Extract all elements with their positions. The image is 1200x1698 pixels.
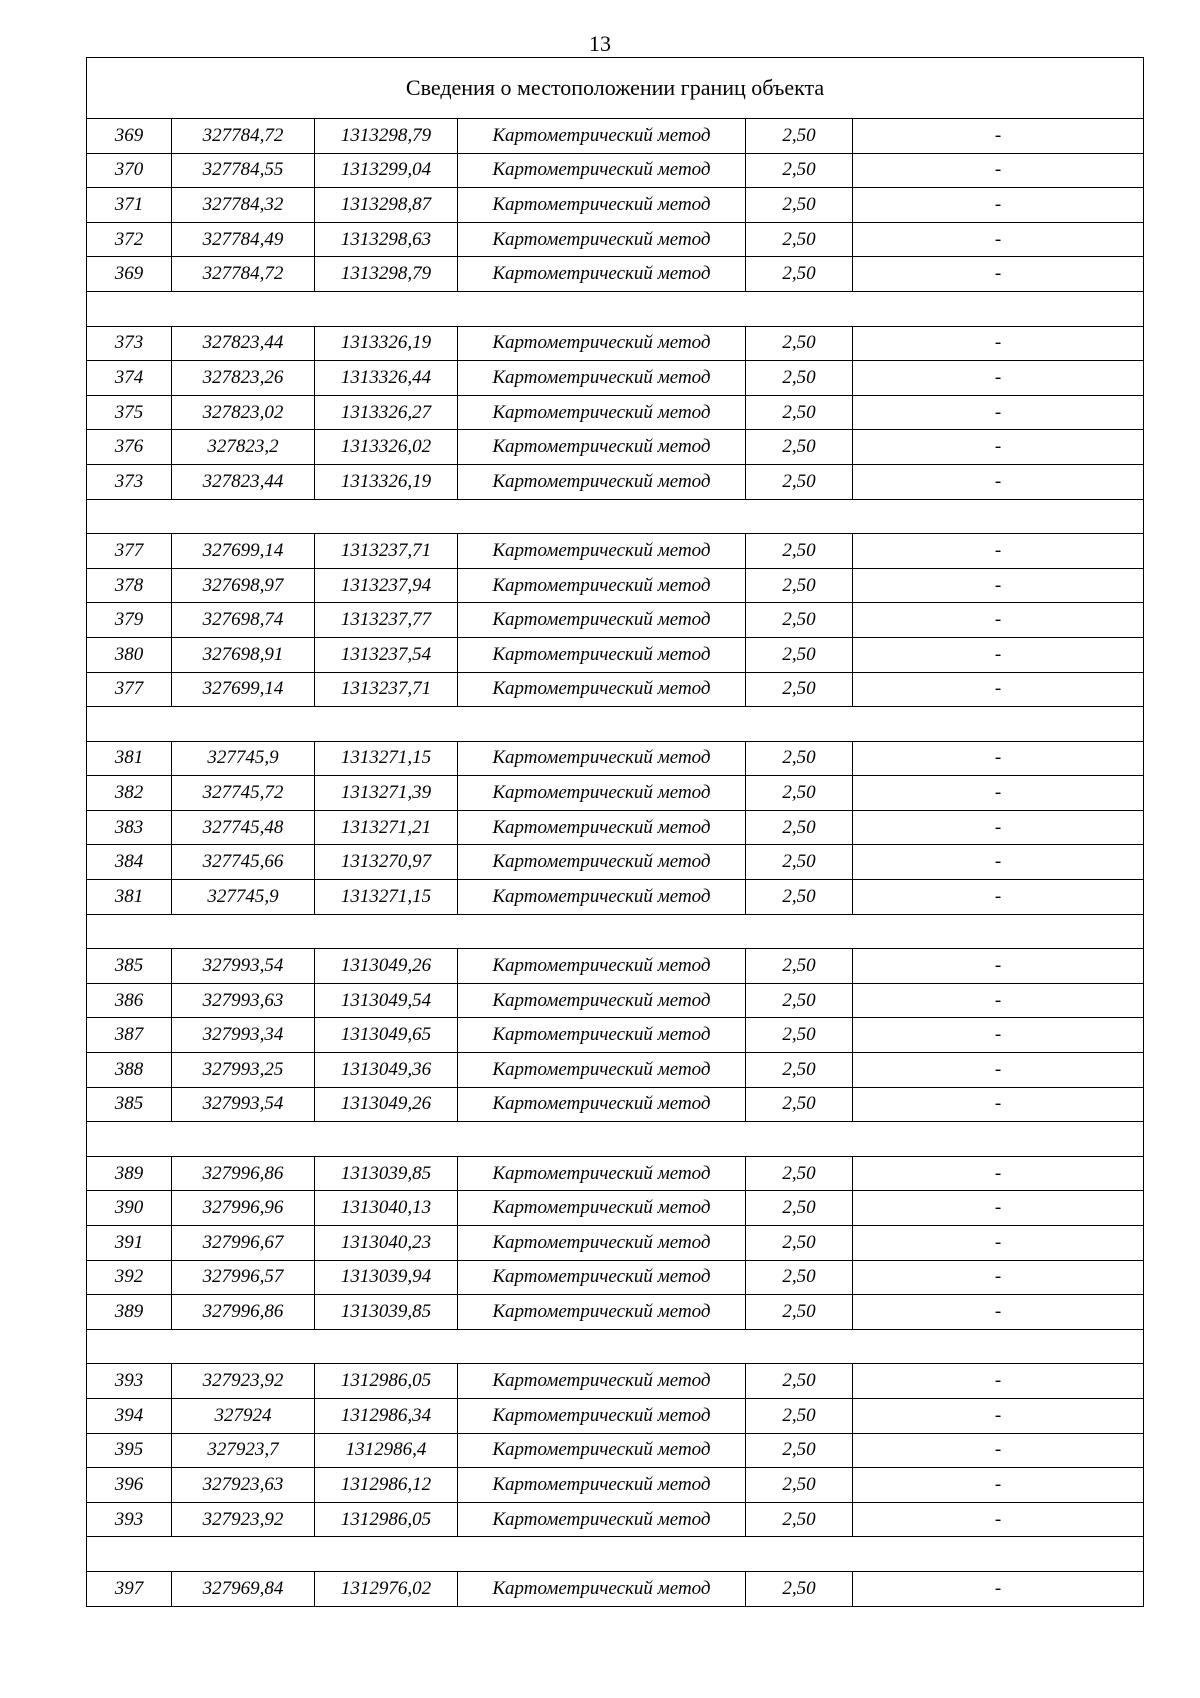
- point-number-cell: 395: [87, 1433, 172, 1468]
- table-row: [87, 395, 1144, 430]
- x-coordinate-cell: 327924: [172, 1398, 315, 1433]
- x-coordinate-cell: 327823,02: [172, 395, 315, 430]
- y-coordinate-cell: 1313298,63: [315, 222, 458, 257]
- y-coordinate-cell: 1313298,87: [315, 188, 458, 223]
- accuracy-cell: 2,50: [746, 153, 853, 188]
- table-row: [87, 1571, 1144, 1606]
- group-separator-row: [87, 1122, 1144, 1157]
- accuracy-cell: 2,50: [746, 1226, 853, 1261]
- x-coordinate-cell: 327699,14: [172, 672, 315, 707]
- point-number-cell: 372: [87, 222, 172, 257]
- accuracy-cell: 2,50: [746, 1502, 853, 1537]
- point-number-cell: 369: [87, 257, 172, 292]
- y-coordinate-cell: 1313270,97: [315, 845, 458, 880]
- method-cell: Картометрический метод: [458, 395, 746, 430]
- point-number-cell: 378: [87, 568, 172, 603]
- y-coordinate-cell: 1313326,19: [315, 464, 458, 499]
- method-cell: Картометрический метод: [458, 603, 746, 638]
- table-row: [87, 1018, 1144, 1053]
- table-heading-row: [87, 58, 1144, 119]
- table-row: [87, 430, 1144, 465]
- x-coordinate-cell: 327823,44: [172, 326, 315, 361]
- accuracy-cell: 2,50: [746, 222, 853, 257]
- accuracy-cell: 2,50: [746, 776, 853, 811]
- y-coordinate-cell: 1313049,65: [315, 1018, 458, 1053]
- method-cell: Картометрический метод: [458, 1468, 746, 1503]
- point-number-cell: 382: [87, 776, 172, 811]
- table-row: [87, 1468, 1144, 1503]
- y-coordinate-cell: 1313237,54: [315, 637, 458, 672]
- point-number-cell: 388: [87, 1053, 172, 1088]
- y-coordinate-cell: 1312986,34: [315, 1398, 458, 1433]
- method-cell: Картометрический метод: [458, 741, 746, 776]
- x-coordinate-cell: 327993,63: [172, 983, 315, 1018]
- y-coordinate-cell: 1313326,19: [315, 326, 458, 361]
- y-coordinate-cell: 1313049,26: [315, 1087, 458, 1122]
- description-cell: -: [853, 464, 1144, 499]
- y-coordinate-cell: 1312986,4: [315, 1433, 458, 1468]
- table-row: [87, 776, 1144, 811]
- point-number-cell: 384: [87, 845, 172, 880]
- y-coordinate-cell: 1313237,77: [315, 603, 458, 638]
- table-row: [87, 1191, 1144, 1226]
- point-number-cell: 385: [87, 949, 172, 984]
- accuracy-cell: 2,50: [746, 1087, 853, 1122]
- accuracy-cell: 2,50: [746, 672, 853, 707]
- point-number-cell: 374: [87, 361, 172, 396]
- x-coordinate-cell: 327996,86: [172, 1156, 315, 1191]
- y-coordinate-cell: 1313299,04: [315, 153, 458, 188]
- group-separator-row: [87, 1537, 1144, 1572]
- method-cell: Картометрический метод: [458, 568, 746, 603]
- y-coordinate-cell: 1313237,71: [315, 534, 458, 569]
- table-row: [87, 1502, 1144, 1537]
- method-cell: Картометрический метод: [458, 119, 746, 154]
- method-cell: Картометрический метод: [458, 222, 746, 257]
- method-cell: Картометрический метод: [458, 1571, 746, 1606]
- method-cell: Картометрический метод: [458, 1087, 746, 1122]
- method-cell: Картометрический метод: [458, 983, 746, 1018]
- accuracy-cell: 2,50: [746, 810, 853, 845]
- group-separator-cell: [87, 707, 1144, 742]
- y-coordinate-cell: 1313040,13: [315, 1191, 458, 1226]
- description-cell: -: [853, 361, 1144, 396]
- point-number-cell: 370: [87, 153, 172, 188]
- y-coordinate-cell: 1313271,15: [315, 741, 458, 776]
- description-cell: -: [853, 1468, 1144, 1503]
- accuracy-cell: 2,50: [746, 1260, 853, 1295]
- table-title: Сведения о местоположении границ объекта: [87, 58, 1144, 119]
- description-cell: -: [853, 1502, 1144, 1537]
- x-coordinate-cell: 327699,14: [172, 534, 315, 569]
- table-row: [87, 810, 1144, 845]
- x-coordinate-cell: 327823,2: [172, 430, 315, 465]
- table-row: [87, 222, 1144, 257]
- method-cell: Картометрический метод: [458, 257, 746, 292]
- table-row: [87, 603, 1144, 638]
- point-number-cell: 383: [87, 810, 172, 845]
- y-coordinate-cell: 1312986,12: [315, 1468, 458, 1503]
- point-number-cell: 386: [87, 983, 172, 1018]
- description-cell: -: [853, 119, 1144, 154]
- table-row: [87, 534, 1144, 569]
- method-cell: Картометрический метод: [458, 1398, 746, 1433]
- y-coordinate-cell: 1313271,15: [315, 880, 458, 915]
- table-row: [87, 464, 1144, 499]
- x-coordinate-cell: 327698,97: [172, 568, 315, 603]
- accuracy-cell: 2,50: [746, 1191, 853, 1226]
- point-number-cell: 377: [87, 534, 172, 569]
- table-row: [87, 1433, 1144, 1468]
- method-cell: Картометрический метод: [458, 361, 746, 396]
- accuracy-cell: 2,50: [746, 326, 853, 361]
- table-row: [87, 741, 1144, 776]
- x-coordinate-cell: 327784,32: [172, 188, 315, 223]
- point-number-cell: 379: [87, 603, 172, 638]
- x-coordinate-cell: 327996,57: [172, 1260, 315, 1295]
- table-row: [87, 637, 1144, 672]
- method-cell: Картометрический метод: [458, 949, 746, 984]
- table-row: [87, 257, 1144, 292]
- method-cell: Картометрический метод: [458, 637, 746, 672]
- point-number-cell: 380: [87, 637, 172, 672]
- point-number-cell: 389: [87, 1295, 172, 1330]
- method-cell: Картометрический метод: [458, 810, 746, 845]
- point-number-cell: 373: [87, 326, 172, 361]
- group-separator-row: [87, 914, 1144, 949]
- method-cell: Картометрический метод: [458, 880, 746, 915]
- accuracy-cell: 2,50: [746, 395, 853, 430]
- point-number-cell: 369: [87, 119, 172, 154]
- y-coordinate-cell: 1313326,02: [315, 430, 458, 465]
- description-cell: -: [853, 880, 1144, 915]
- x-coordinate-cell: 327745,72: [172, 776, 315, 811]
- x-coordinate-cell: 327745,9: [172, 741, 315, 776]
- method-cell: Картометрический метод: [458, 188, 746, 223]
- y-coordinate-cell: 1313039,85: [315, 1295, 458, 1330]
- accuracy-cell: 2,50: [746, 603, 853, 638]
- y-coordinate-cell: 1312976,02: [315, 1571, 458, 1606]
- point-number-cell: 393: [87, 1364, 172, 1399]
- accuracy-cell: 2,50: [746, 188, 853, 223]
- point-number-cell: 373: [87, 464, 172, 499]
- table-row: [87, 568, 1144, 603]
- y-coordinate-cell: 1313271,21: [315, 810, 458, 845]
- description-cell: -: [853, 430, 1144, 465]
- description-cell: -: [853, 188, 1144, 223]
- page-number: 13: [589, 31, 611, 56]
- point-number-cell: 377: [87, 672, 172, 707]
- description-cell: -: [853, 672, 1144, 707]
- method-cell: Картометрический метод: [458, 464, 746, 499]
- accuracy-cell: 2,50: [746, 1156, 853, 1191]
- accuracy-cell: 2,50: [746, 464, 853, 499]
- x-coordinate-cell: 327745,9: [172, 880, 315, 915]
- group-separator-cell: [87, 914, 1144, 949]
- point-number-cell: 390: [87, 1191, 172, 1226]
- table-row: [87, 949, 1144, 984]
- accuracy-cell: 2,50: [746, 119, 853, 154]
- table-row: [87, 880, 1144, 915]
- group-separator-cell: [87, 499, 1144, 534]
- table-row: [87, 1156, 1144, 1191]
- method-cell: Картометрический метод: [458, 776, 746, 811]
- description-cell: -: [853, 1018, 1144, 1053]
- table-row: [87, 361, 1144, 396]
- point-number-cell: 396: [87, 1468, 172, 1503]
- group-separator-row: [87, 1329, 1144, 1364]
- table-row: [87, 153, 1144, 188]
- group-separator-row: [87, 291, 1144, 326]
- x-coordinate-cell: 327996,67: [172, 1226, 315, 1261]
- description-cell: -: [853, 222, 1144, 257]
- method-cell: Картометрический метод: [458, 1053, 746, 1088]
- y-coordinate-cell: 1313039,94: [315, 1260, 458, 1295]
- table-row: [87, 1260, 1144, 1295]
- x-coordinate-cell: 327993,54: [172, 1087, 315, 1122]
- point-number-cell: 385: [87, 1087, 172, 1122]
- description-cell: -: [853, 637, 1144, 672]
- method-cell: Картометрический метод: [458, 1226, 746, 1261]
- method-cell: Картометрический метод: [458, 1018, 746, 1053]
- point-number-cell: 393: [87, 1502, 172, 1537]
- x-coordinate-cell: 327923,92: [172, 1502, 315, 1537]
- method-cell: Картометрический метод: [458, 326, 746, 361]
- point-number-cell: 371: [87, 188, 172, 223]
- method-cell: Картометрический метод: [458, 1191, 746, 1226]
- accuracy-cell: 2,50: [746, 637, 853, 672]
- y-coordinate-cell: 1313049,26: [315, 949, 458, 984]
- x-coordinate-cell: 327745,66: [172, 845, 315, 880]
- description-cell: -: [853, 1433, 1144, 1468]
- y-coordinate-cell: 1312986,05: [315, 1364, 458, 1399]
- table-row: [87, 1053, 1144, 1088]
- method-cell: Картометрический метод: [458, 1433, 746, 1468]
- point-number-cell: 389: [87, 1156, 172, 1191]
- description-cell: -: [853, 1398, 1144, 1433]
- point-number-cell: 381: [87, 741, 172, 776]
- y-coordinate-cell: 1313298,79: [315, 119, 458, 154]
- table-row: [87, 188, 1144, 223]
- x-coordinate-cell: 327784,72: [172, 257, 315, 292]
- point-number-cell: 392: [87, 1260, 172, 1295]
- description-cell: -: [853, 1226, 1144, 1261]
- table-row: [87, 672, 1144, 707]
- x-coordinate-cell: 327996,86: [172, 1295, 315, 1330]
- table-row: [87, 119, 1144, 154]
- description-cell: -: [853, 1156, 1144, 1191]
- table-row: [87, 1364, 1144, 1399]
- y-coordinate-cell: 1313326,44: [315, 361, 458, 396]
- description-cell: -: [853, 153, 1144, 188]
- method-cell: Картометрический метод: [458, 153, 746, 188]
- description-cell: -: [853, 776, 1144, 811]
- group-separator-row: [87, 707, 1144, 742]
- description-cell: -: [853, 1295, 1144, 1330]
- x-coordinate-cell: 327823,44: [172, 464, 315, 499]
- description-cell: -: [853, 326, 1144, 361]
- accuracy-cell: 2,50: [746, 1053, 853, 1088]
- y-coordinate-cell: 1313326,27: [315, 395, 458, 430]
- description-cell: -: [853, 1571, 1144, 1606]
- point-number-cell: 397: [87, 1571, 172, 1606]
- boundary-coordinates-table: [86, 57, 1144, 1607]
- x-coordinate-cell: 327923,63: [172, 1468, 315, 1503]
- method-cell: Картометрический метод: [458, 1295, 746, 1330]
- y-coordinate-cell: 1313040,23: [315, 1226, 458, 1261]
- accuracy-cell: 2,50: [746, 1398, 853, 1433]
- description-cell: -: [853, 257, 1144, 292]
- accuracy-cell: 2,50: [746, 1364, 853, 1399]
- accuracy-cell: 2,50: [746, 568, 853, 603]
- group-separator-cell: [87, 291, 1144, 326]
- description-cell: -: [853, 845, 1144, 880]
- description-cell: -: [853, 1191, 1144, 1226]
- description-cell: -: [853, 568, 1144, 603]
- point-number-cell: 376: [87, 430, 172, 465]
- method-cell: Картометрический метод: [458, 430, 746, 465]
- accuracy-cell: 2,50: [746, 1571, 853, 1606]
- description-cell: -: [853, 1053, 1144, 1088]
- accuracy-cell: 2,50: [746, 257, 853, 292]
- y-coordinate-cell: 1313049,54: [315, 983, 458, 1018]
- description-cell: -: [853, 810, 1144, 845]
- x-coordinate-cell: 327784,49: [172, 222, 315, 257]
- point-number-cell: 375: [87, 395, 172, 430]
- accuracy-cell: 2,50: [746, 741, 853, 776]
- table-row: [87, 845, 1144, 880]
- method-cell: Картометрический метод: [458, 1156, 746, 1191]
- method-cell: Картометрический метод: [458, 1364, 746, 1399]
- table-row: [87, 1398, 1144, 1433]
- x-coordinate-cell: 327993,25: [172, 1053, 315, 1088]
- point-number-cell: 381: [87, 880, 172, 915]
- y-coordinate-cell: 1313237,94: [315, 568, 458, 603]
- method-cell: Картометрический метод: [458, 1502, 746, 1537]
- table-row: [87, 1226, 1144, 1261]
- x-coordinate-cell: 327969,84: [172, 1571, 315, 1606]
- group-separator-cell: [87, 1122, 1144, 1157]
- point-number-cell: 387: [87, 1018, 172, 1053]
- table-row: [87, 1295, 1144, 1330]
- accuracy-cell: 2,50: [746, 845, 853, 880]
- y-coordinate-cell: 1312986,05: [315, 1502, 458, 1537]
- accuracy-cell: 2,50: [746, 949, 853, 984]
- x-coordinate-cell: 327745,48: [172, 810, 315, 845]
- x-coordinate-cell: 327784,55: [172, 153, 315, 188]
- description-cell: -: [853, 395, 1144, 430]
- y-coordinate-cell: 1313049,36: [315, 1053, 458, 1088]
- method-cell: Картометрический метод: [458, 845, 746, 880]
- x-coordinate-cell: 327996,96: [172, 1191, 315, 1226]
- accuracy-cell: 2,50: [746, 1295, 853, 1330]
- accuracy-cell: 2,50: [746, 430, 853, 465]
- method-cell: Картометрический метод: [458, 672, 746, 707]
- description-cell: -: [853, 983, 1144, 1018]
- table-row: [87, 1087, 1144, 1122]
- x-coordinate-cell: 327993,54: [172, 949, 315, 984]
- method-cell: Картометрический метод: [458, 1260, 746, 1295]
- point-number-cell: 391: [87, 1226, 172, 1261]
- accuracy-cell: 2,50: [746, 361, 853, 396]
- x-coordinate-cell: 327923,7: [172, 1433, 315, 1468]
- point-number-cell: 394: [87, 1398, 172, 1433]
- y-coordinate-cell: 1313237,71: [315, 672, 458, 707]
- description-cell: -: [853, 534, 1144, 569]
- description-cell: -: [853, 1087, 1144, 1122]
- description-cell: -: [853, 949, 1144, 984]
- x-coordinate-cell: 327923,92: [172, 1364, 315, 1399]
- y-coordinate-cell: 1313039,85: [315, 1156, 458, 1191]
- group-separator-cell: [87, 1329, 1144, 1364]
- y-coordinate-cell: 1313271,39: [315, 776, 458, 811]
- description-cell: -: [853, 1260, 1144, 1295]
- group-separator-row: [87, 499, 1144, 534]
- accuracy-cell: 2,50: [746, 1468, 853, 1503]
- description-cell: -: [853, 1364, 1144, 1399]
- x-coordinate-cell: 327784,72: [172, 119, 315, 154]
- description-cell: -: [853, 741, 1144, 776]
- accuracy-cell: 2,50: [746, 880, 853, 915]
- accuracy-cell: 2,50: [746, 534, 853, 569]
- accuracy-cell: 2,50: [746, 1018, 853, 1053]
- table-row: [87, 983, 1144, 1018]
- x-coordinate-cell: 327698,74: [172, 603, 315, 638]
- method-cell: Картометрический метод: [458, 534, 746, 569]
- x-coordinate-cell: 327993,34: [172, 1018, 315, 1053]
- accuracy-cell: 2,50: [746, 1433, 853, 1468]
- table-row: [87, 326, 1144, 361]
- x-coordinate-cell: 327698,91: [172, 637, 315, 672]
- x-coordinate-cell: 327823,26: [172, 361, 315, 396]
- accuracy-cell: 2,50: [746, 983, 853, 1018]
- y-coordinate-cell: 1313298,79: [315, 257, 458, 292]
- description-cell: -: [853, 603, 1144, 638]
- group-separator-cell: [87, 1537, 1144, 1572]
